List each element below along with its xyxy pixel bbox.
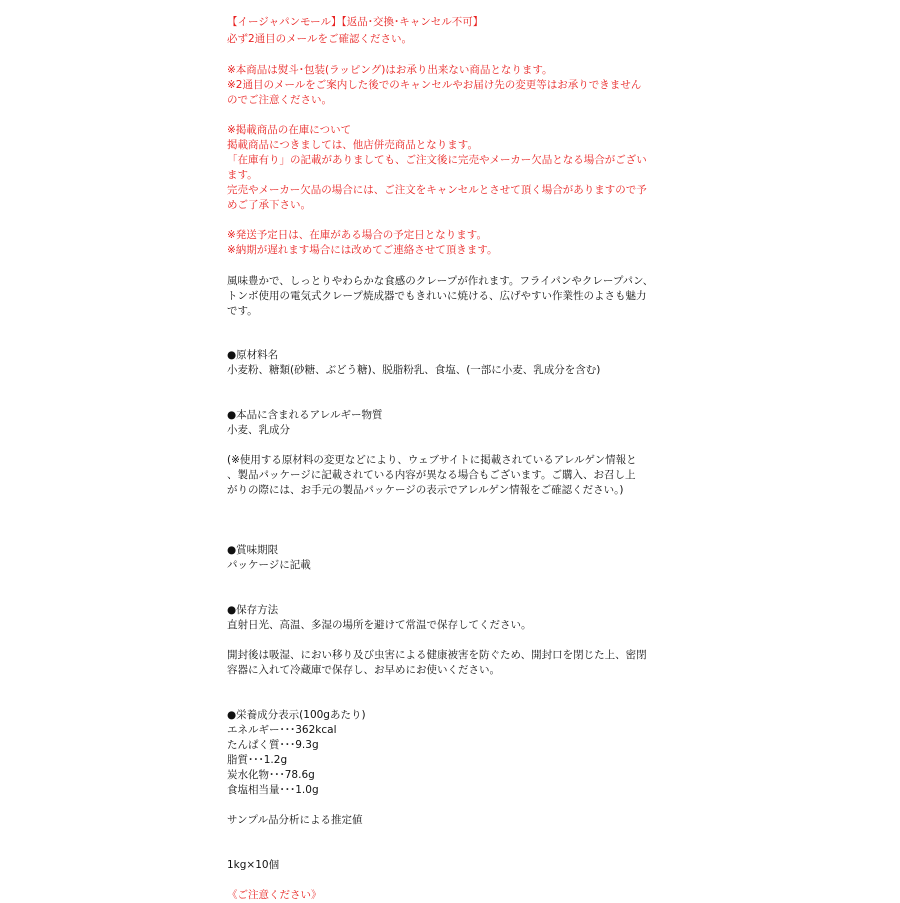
allergens-heading: ●本品に含まれるアレルギー物質	[227, 409, 383, 421]
nutrition-energy: エネルギー･･･362kcal	[227, 724, 337, 736]
stock-notice-line4: 完売やメーカー欠品の場合には、ご注文をキャンセルとさせて頂く場合がありますので予	[227, 184, 647, 196]
stock-notice-line2: 「在庫有り」の記載がありましても、ご注文後に完売やメーカー欠品となる場合がござい	[227, 154, 647, 166]
noshi-wrapping-notice: ※本商品は熨斗･包装(ラッピング)はお承り出来ない商品となります。	[227, 64, 553, 76]
description-line1: 風味豊かで、しっとりやわらかな食感のクレープが作れます。フライパンやクレープパン、	[227, 275, 654, 287]
nutrition-salt: 食塩相当量･･･1.0g	[227, 784, 319, 796]
stock-notice-line3: ます。	[227, 169, 258, 181]
shipping-notice-line2: ※納期が遅れます場合には改めてご連絡させて頂きます。	[227, 244, 498, 256]
allergens-note-line2: 、製品パッケージに記載されている内容が異なる場合もございます。ご購入、お召し上	[227, 469, 636, 481]
storage-text2: 開封後は吸湿、におい移り及び虫害による健康被害を防ぐため、開封口を閉じた上、密閉	[227, 649, 647, 661]
cancel-notice-line2: のでご注意ください。	[227, 94, 332, 106]
stock-notice-title: ※掲載商品の在庫について	[227, 124, 352, 136]
allergens-text: 小麦、乳成分	[227, 424, 290, 436]
nutrition-fat: 脂質･･･1.2g	[227, 754, 288, 766]
shop-notice-heading: 【イージャパンモール】【返品･交換･キャンセル不可】	[227, 16, 484, 28]
email-check-notice: 必ず2通目のメールをご確認ください。	[227, 33, 412, 45]
stock-notice-line1: 掲載商品につきましては、他店併売商品となります。	[227, 139, 478, 151]
expiry-text: パッケージに記載	[227, 559, 311, 571]
allergens-note-line3: がりの際には、お手元の製品パッケージの表示でアレルゲン情報をご確認ください。)	[227, 484, 624, 496]
ingredients-text: 小麦粉、糖類(砂糖、ぶどう糖)、脱脂粉乳、食塩、(一部に小麦、乳成分を含む)	[227, 364, 601, 376]
description-line3: です。	[227, 305, 258, 317]
caution-heading: 《ご注意ください》	[227, 889, 322, 901]
shipping-notice-line1: ※発送予定日は、在庫がある場合の予定日となります。	[227, 229, 487, 241]
nutrition-protein: たんぱく質･･･9.3g	[227, 739, 319, 751]
storage-heading: ●保存方法	[227, 604, 279, 616]
expiry-heading: ●賞味期限	[227, 544, 279, 556]
package-quantity: 1kg×10個	[227, 859, 280, 871]
nutrition-note: サンプル品分析による推定値	[227, 814, 363, 826]
cancel-notice-line1: ※2通目のメールをご案内した後でのキャンセルやお届け先の変更等はお承りできません	[227, 79, 642, 91]
ingredients-heading: ●原材料名	[227, 349, 279, 361]
stock-notice-line5: めご了承下さい。	[227, 199, 311, 211]
allergens-note-line1: (※使用する原材料の変更などにより、ウェブサイトに掲載されているアレルゲン情報と	[227, 454, 637, 466]
nutrition-heading: ●栄養成分表示(100gあたり)	[227, 709, 366, 721]
description-line2: トンボ使用の電気式クレープ焼成器でもきれいに焼ける、広げやすい作業性のよさも魅力	[227, 290, 647, 302]
storage-text1: 直射日光、高温、多湿の場所を避けて常温で保存してください。	[227, 619, 532, 631]
nutrition-carbs: 炭水化物･･･78.6g	[227, 769, 315, 781]
storage-text3: 容器に入れて冷蔵庫で保存し、お早めにお使いください。	[227, 664, 500, 676]
